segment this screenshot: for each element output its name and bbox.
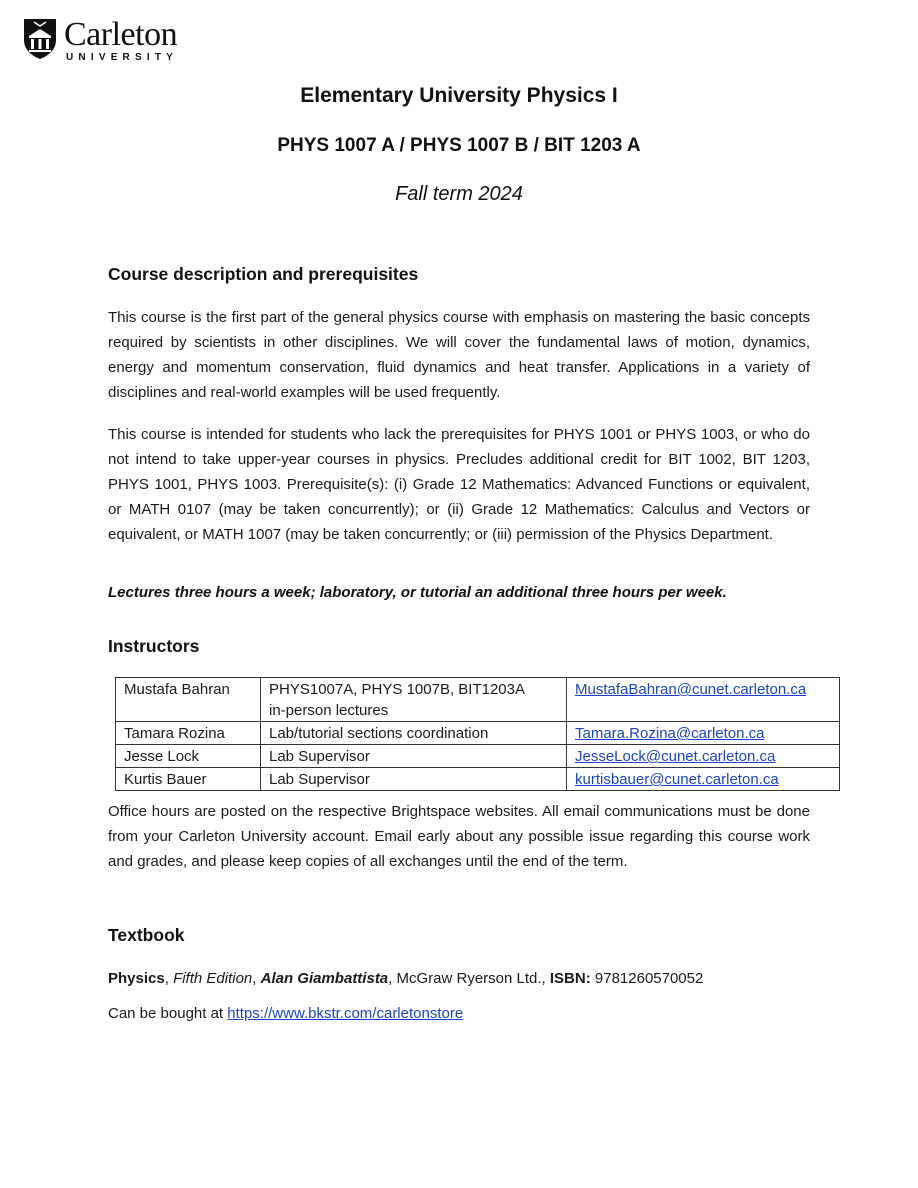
- instructor-role: Lab Supervisor: [261, 745, 567, 768]
- instructor-role: Lab Supervisor: [261, 768, 567, 791]
- instructor-email: [567, 678, 840, 722]
- instructor-name: Kurtis Bauer: [116, 768, 261, 791]
- isbn-value: 9781260570052: [590, 970, 704, 987]
- instructor-email: [567, 722, 840, 745]
- logo-wordmark: Carleton: [64, 16, 178, 53]
- description-heading: Course description and prerequisites: [108, 264, 419, 284]
- instructor-role: Lab/tutorial sections coordination: [261, 722, 567, 745]
- course-codes: PHYS 1007 A / PHYS 1007 B / BIT 1203 A: [277, 135, 641, 156]
- email-link[interactable]: kurtisbauer@cunet.carleton.ca: [575, 771, 779, 788]
- instructor-name: Tamara Rozina: [116, 722, 261, 745]
- textbook-author: Alan Giambattista: [260, 970, 389, 987]
- table-row: [116, 768, 840, 791]
- instructor-email: [567, 745, 840, 768]
- description-paragraph-2: This course is intended for students who lack the prerequisites for PHYS 1001 or PHYS 1003, or who do not intend to take upper-year courses in physics. Precludes additional credit for BIT 1002, BIT 1203, PHYS 1001, PHYS 1003. Prerequisite(s): (i) Grade 12 Mathematics: Advanced Functions or equivalent, or MATH 0107 (may be taken concurrently); or (ii) Grade 12 Mathematics: Calculus and Vectors or equivalent, or MATH 1007 (may be taken concurrently; or (iii) permission of the Physics Department.: [108, 426, 810, 543]
- instructors-table: [115, 677, 840, 791]
- email-link[interactable]: JesseLock@cunet.carleton.ca: [575, 748, 776, 765]
- textbook-heading: Textbook: [108, 925, 185, 945]
- textbook-title: Physics: [108, 970, 165, 987]
- course-title: Elementary University Physics I: [300, 84, 618, 107]
- table-row: [116, 745, 840, 768]
- bookstore-link[interactable]: https://www.bkstr.com/carletonstore: [227, 1005, 464, 1022]
- instructor-name: Jesse Lock: [116, 745, 261, 768]
- instructor-email: [567, 768, 840, 791]
- course-term: Fall term 2024: [395, 183, 523, 205]
- textbook-edition: Fifth Edition: [173, 970, 253, 987]
- shield-crest-icon: [22, 16, 58, 60]
- logo-subtitle: UNIVERSITY: [66, 52, 179, 63]
- description-paragraph-1: This course is the first part of the general physics course with emphasis on mastering the basic concepts required by scientists in other disciplines. We will cover the fundamental laws of motion, dynamics, energy and momentum conservation, fluid dynamics and heat transfer. Applications in a variety of disciplines and real-world examples will be used frequently.: [108, 309, 810, 401]
- textbook-citation: Physics, Fifth Edition, Alan Giambattista, McGraw Ryerson Ltd., ISBN: 9781260570052: [108, 970, 704, 987]
- email-link[interactable]: MustafaBahran@cunet.carleton.ca: [575, 681, 807, 698]
- office-hours-note: Office hours are posted on the respective Brightspace websites. All email communications must be done from your Carleton University account. Email early about any possible issue regarding this course work and grades, and please keep copies of all exchanges until the end of the term.: [108, 803, 810, 870]
- isbn-label: ISBN:: [549, 970, 591, 987]
- instructor-name: Mustafa Bahran: [116, 678, 261, 722]
- instructor-role: PHYS1007A, PHYS 1007B, BIT1203A in-person lectures: [261, 678, 567, 722]
- instructors-heading: Instructors: [108, 636, 200, 656]
- lecture-hours-note: Lectures three hours a week; laboratory, or tutorial an additional three hours per week.: [108, 584, 727, 601]
- table-row: [116, 678, 840, 722]
- carleton-logo: [22, 16, 202, 66]
- table-row: [116, 722, 840, 745]
- textbook-purchase: Can be bought at https://www.bkstr.com/carletonstore: [108, 1005, 464, 1022]
- email-link[interactable]: Tamara.Rozina@carleton.ca: [575, 725, 765, 742]
